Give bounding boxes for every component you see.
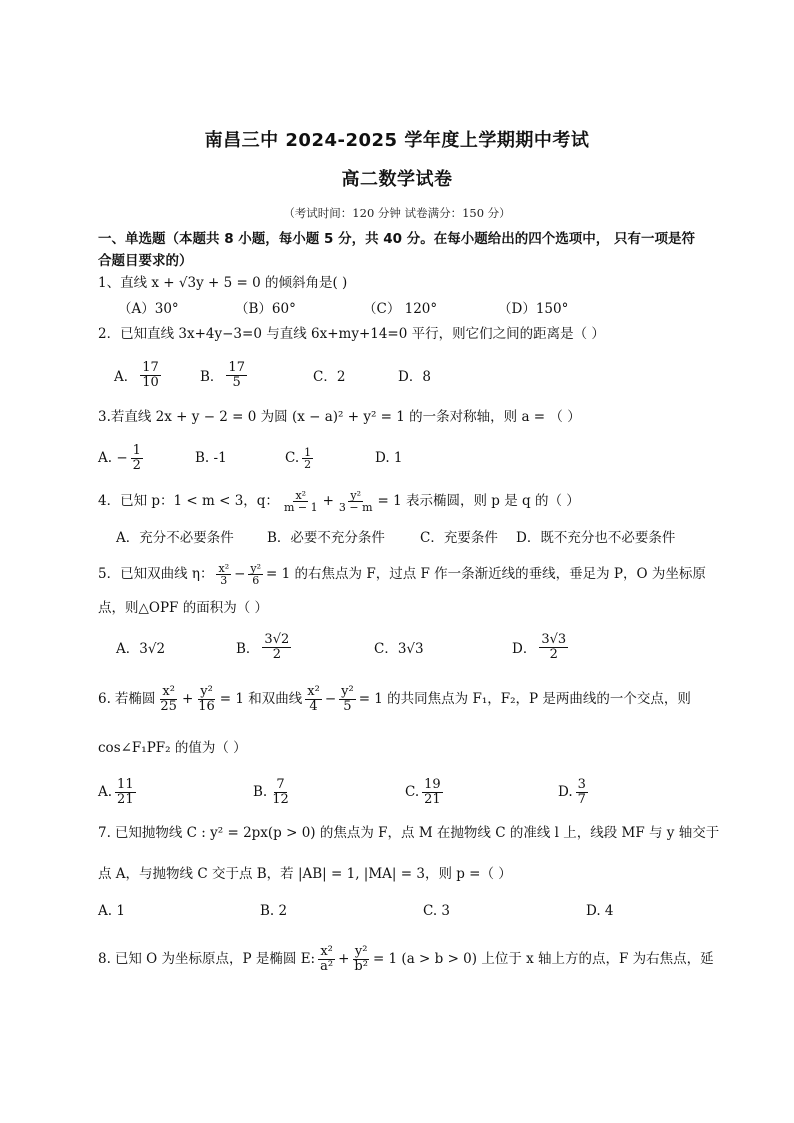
exam-title: 南昌三中 2024-2025 学年度上学期期中考试 bbox=[204, 130, 590, 151]
fraction: $\frac{1}{2}$ bbox=[304, 445, 312, 471]
option-c: C．2 bbox=[313, 369, 346, 385]
question-number: 1、 bbox=[98, 275, 121, 291]
option-b: B. -1 bbox=[195, 450, 227, 466]
fraction: $\frac{17}{10}$ bbox=[142, 359, 159, 390]
fraction: $\frac{\text{y²}}{16}$ bbox=[198, 683, 215, 714]
option-d: （D）150° bbox=[498, 301, 569, 317]
question-number: 7. bbox=[98, 825, 111, 841]
question-stem-a: 已知双曲线 η： bbox=[120, 566, 214, 582]
fraction: $\frac{3}{7}$ bbox=[577, 776, 586, 807]
question-stem: 若直线 2x + y − 2 = 0 为圆 (x − a)² + y² = 1 的一条对称轴，则 a = （ ） bbox=[110, 409, 581, 425]
option-b: B．必要不充分条件 bbox=[267, 530, 385, 546]
option-c: C．充要条件 bbox=[420, 530, 498, 546]
question-6: 6. 若椭圆 $\frac{\text{x²}}{25}$ + $\frac{\text{y²}}{16}$ = 1 和双曲线 $\frac{\text{x²}}{4}$ − $\frac{\text{y²}}{5}$ = 1 的共同焦点为 F₁，F₂，P 是两曲线的一个交点，则 bbox=[98, 683, 691, 714]
question-stem-a: 已知抛物线 C : y² = 2px(p > 0) 的焦点为 F，点 M 在抛物线 C 的准线 l 上，线段 MF 与 y 轴交于 bbox=[114, 825, 720, 841]
option-d: D．8 bbox=[398, 369, 431, 385]
question-stem-c: = 1 的共同焦点为 F₁，F₂，P 是两曲线的一个交点，则 bbox=[358, 691, 691, 707]
option-c: C. $\frac{1}{2}$ bbox=[285, 445, 312, 471]
option-a: （A）30° bbox=[118, 301, 179, 317]
fraction: $\frac{\text{y²}}{6}$ bbox=[250, 561, 262, 587]
option-a: A. − $\frac{1}{2}$ bbox=[98, 442, 141, 473]
fraction: $\frac{\text{x²}}{\text{a²}}$ bbox=[320, 943, 334, 974]
option-d: D. 1 bbox=[375, 450, 403, 466]
question-stem-a: 已知 O 为坐标原点，P 是椭圆 E: bbox=[114, 951, 316, 967]
fraction: $\frac{\text{x²}}{25}$ bbox=[160, 683, 177, 714]
fraction: $\frac{17}{5}$ bbox=[228, 359, 245, 390]
fraction: $\frac{3√2}{2}$ bbox=[264, 631, 290, 662]
question-stem-a: 已知 p：1 < m < 3，q： bbox=[120, 493, 279, 509]
question-number: 3. bbox=[98, 409, 111, 425]
question-7 bbox=[98, 823, 720, 843]
question-3-options bbox=[98, 441, 718, 475]
question-stem: 已知直线 3x+4y−3=0 与直线 6x+my+14=0 平行，则它们之间的距离是（ ） bbox=[120, 326, 605, 342]
question-stem-b: = 1 和双曲线 bbox=[219, 691, 303, 707]
question-6-options bbox=[98, 775, 718, 809]
option-b: B． $\frac{3√2}{2}$ bbox=[236, 631, 290, 662]
fraction: $\frac{\text{y²}}{3 - m}$ bbox=[338, 488, 373, 514]
question-4-options bbox=[98, 519, 718, 553]
option-d: D. $\frac{3}{7}$ bbox=[558, 776, 586, 807]
fraction: $\frac{\text{x²}}{4}$ bbox=[307, 683, 320, 714]
option-a: A. 1 bbox=[98, 903, 125, 919]
fraction: $\frac{7}{12}$ bbox=[272, 776, 289, 807]
option-a: A．3√2 bbox=[116, 641, 166, 657]
question-3 bbox=[98, 407, 708, 427]
exam-info: （考试时间：120 分钟 试卷满分：150 分） bbox=[283, 206, 511, 220]
exam-subtitle: 高二数学试卷 bbox=[341, 169, 453, 190]
question-number: 2． bbox=[98, 326, 121, 342]
fraction: $\frac{\text{y²}}{5}$ bbox=[341, 683, 354, 714]
fraction: $\frac{\text{x²}}{3}$ bbox=[218, 561, 230, 587]
question-5-line2: 点，则△OPF 的面积为（ ） bbox=[98, 600, 268, 616]
question-2 bbox=[98, 324, 708, 344]
option-a: A． $\frac{17}{10}$ bbox=[114, 359, 159, 390]
fraction: $\frac{\text{x²}}{m - 1}$ bbox=[283, 488, 318, 514]
question-7-line2: 点 A，与抛物线 C 交于点 B，若 |AB| = 1, |MA| = 3，则 p =（ ） bbox=[98, 866, 512, 882]
question-7-options bbox=[98, 894, 718, 928]
option-c: C. 3 bbox=[423, 903, 451, 919]
fraction: $\frac{1}{2}$ bbox=[132, 442, 141, 473]
fraction: $\frac{11}{21}$ bbox=[117, 776, 134, 807]
option-a: A．充分不必要条件 bbox=[116, 530, 234, 546]
option-d: D．既不充分也不必要条件 bbox=[516, 530, 676, 546]
option-c: C. $\frac{19}{21}$ bbox=[405, 776, 441, 807]
section-heading: 一、单选题（本题共 8 小题，每小题 5 分，共 40 分。在每小题给出的四个选项中， 只有一项是符合题目要求的） bbox=[98, 231, 695, 269]
question-stem-b: = 1 的右焦点为 F，过点 F 作一条渐近线的垂线，垂足为 P，O 为坐标原 bbox=[266, 566, 706, 582]
question-4: 4． 已知 p：1 < m < 3，q： $\frac{\text{x²}}{m - 1}$ + $\frac{\text{y²}}{3 - m}$ = 1 表示椭圆，则 p 是 q 的（ ） bbox=[98, 488, 580, 514]
option-b: B. $\frac{7}{12}$ bbox=[253, 776, 289, 807]
question-stem-b: = 1 表示椭圆，则 p 是 q 的（ ） bbox=[377, 493, 580, 509]
question-2-options bbox=[98, 358, 718, 392]
question-6-line2: cos∠F₁PF₂ 的值为（ ） bbox=[98, 740, 247, 756]
option-d: D. 4 bbox=[586, 903, 614, 919]
fraction: $\frac{3√3}{2}$ bbox=[541, 631, 567, 662]
fraction: $\frac{19}{21}$ bbox=[424, 776, 441, 807]
option-b: （B）60° bbox=[235, 301, 296, 317]
question-number: 8. bbox=[98, 951, 111, 967]
option-c: C．3√3 bbox=[374, 641, 424, 657]
option-b: B． $\frac{17}{5}$ bbox=[200, 359, 245, 390]
question-stem-b: = 1 (a > b > 0) 上位于 x 轴上方的点，F 为右焦点，延 bbox=[372, 951, 714, 967]
question-stem: 直线 x + √3y + 5 = 0 的倾斜角是( ) bbox=[120, 275, 348, 291]
question-8: 8. 已知 O 为坐标原点，P 是椭圆 E: $\frac{\text{x²}}{\text{a²}}$ + $\frac{\text{y²}}{\text{b²}}$ = 1 (a > b > 0) 上位于 x 轴上方的点，F 为右焦点，延 bbox=[98, 943, 714, 974]
question-number: 4． bbox=[98, 493, 121, 509]
option-c: （C） 120° bbox=[363, 301, 438, 317]
option-b: B. 2 bbox=[260, 903, 288, 919]
option-a: A. $\frac{11}{21}$ bbox=[98, 776, 134, 807]
question-number: 6. bbox=[98, 691, 111, 707]
question-5: 5． 已知双曲线 η： $\frac{\text{x²}}{3}$ − $\frac{\text{y²}}{6}$ = 1 的右焦点为 F，过点 F 作一条渐近线的垂线，垂足为 P，O 为坐标原 bbox=[98, 561, 706, 587]
question-stem-a: 若椭圆 bbox=[114, 691, 156, 707]
fraction: $\frac{\text{y²}}{\text{b²}}$ bbox=[354, 943, 368, 974]
option-d: D． $\frac{3√3}{2}$ bbox=[512, 631, 567, 662]
question-1-options bbox=[98, 290, 718, 324]
question-number: 5． bbox=[98, 566, 121, 582]
question-5-options bbox=[98, 630, 718, 664]
